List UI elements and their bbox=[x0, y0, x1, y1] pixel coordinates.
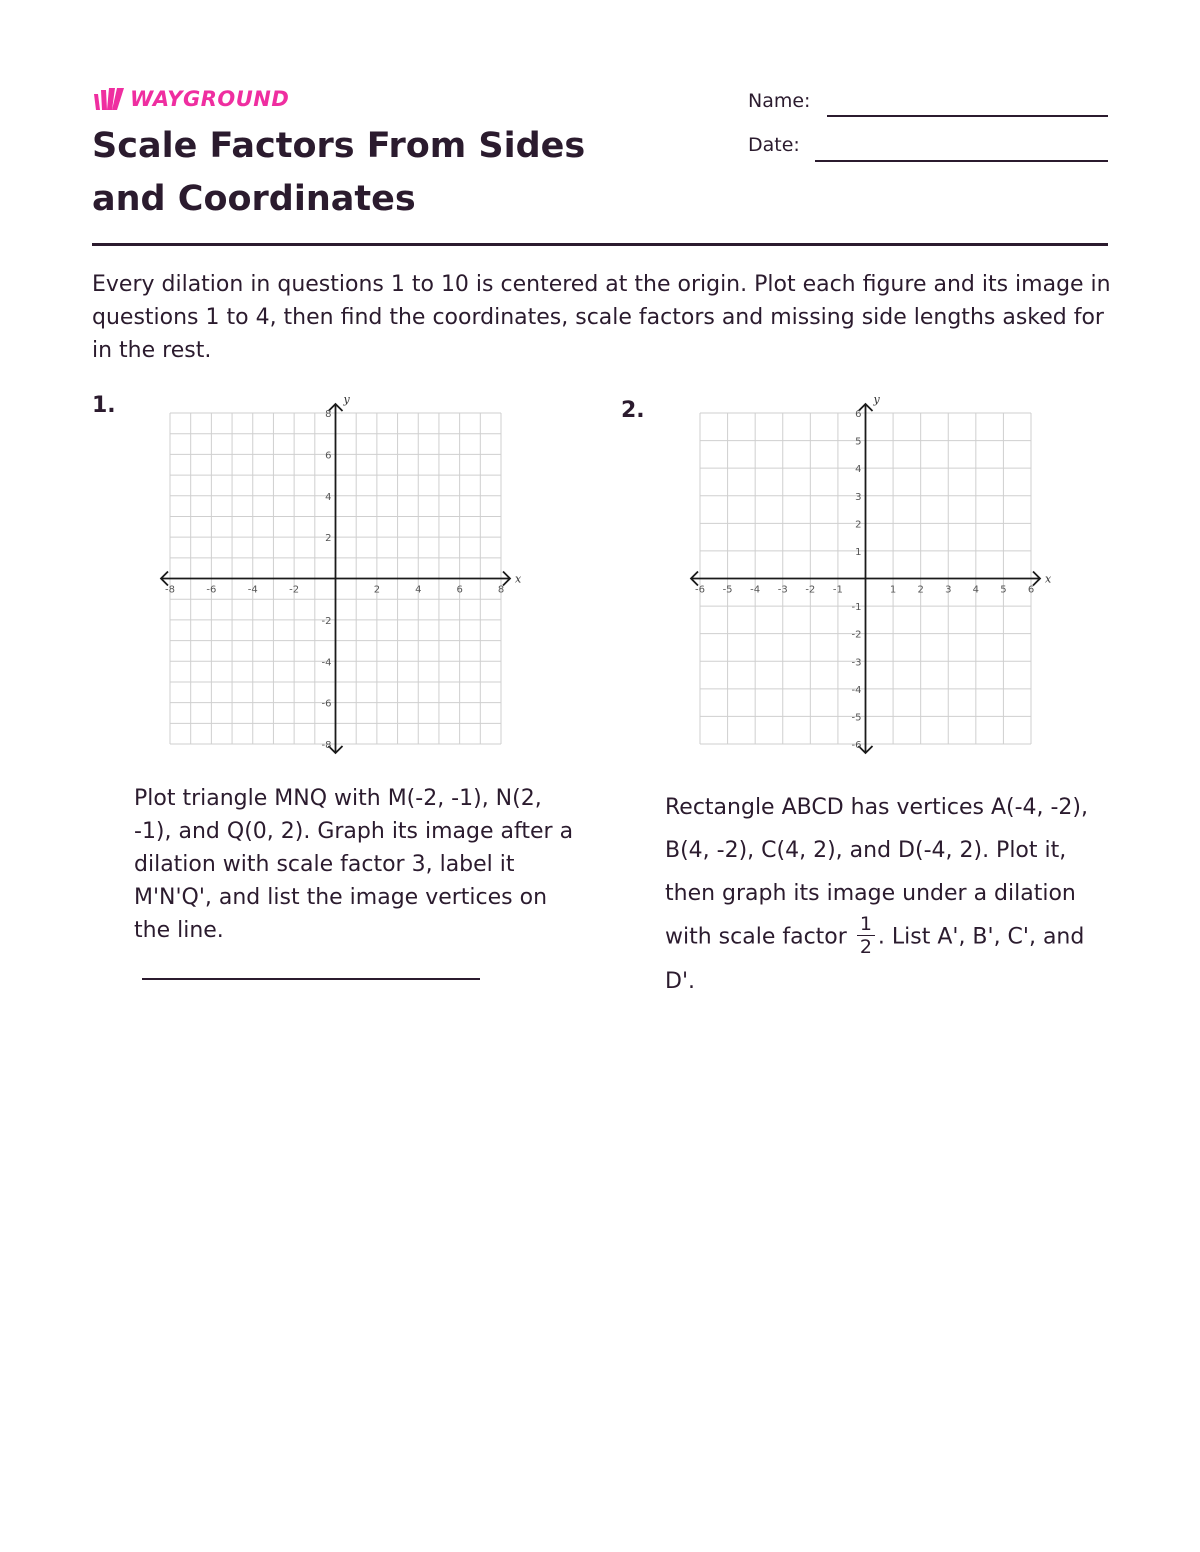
y-tick-label: -2 bbox=[851, 629, 862, 641]
y-axis-label: y bbox=[873, 393, 880, 406]
x-tick-label: 8 bbox=[497, 584, 505, 596]
x-tick-label: -6 bbox=[206, 584, 217, 596]
y-tick-label: -2 bbox=[321, 615, 332, 627]
x-tick-label: -6 bbox=[695, 584, 705, 596]
x-tick-label: -3 bbox=[777, 584, 788, 596]
brand-logo bbox=[92, 86, 289, 112]
x-tick-label: 1 bbox=[889, 584, 897, 596]
wayground-logo-icon bbox=[92, 86, 126, 112]
question-text-main: Rectangle ABCD has vertices A(-4, -2), B(4, -2), C(4, 2), and D(-4, 2). Plot it, then graph its image under a dilation with scale factor bbox=[665, 795, 1089, 950]
name-field[interactable] bbox=[827, 115, 1108, 117]
y-tick-label: -4 bbox=[321, 657, 332, 669]
x-tick-label: 6 bbox=[1027, 584, 1035, 596]
y-tick-label: -4 bbox=[851, 684, 862, 696]
x-axis-label: x bbox=[1045, 572, 1052, 586]
x-tick-label: -8 bbox=[165, 584, 175, 596]
x-tick-label: 4 bbox=[415, 584, 422, 596]
x-tick-label: 6 bbox=[456, 584, 463, 596]
x-tick-label: 3 bbox=[945, 584, 952, 596]
coordinate-grid[interactable] bbox=[150, 390, 530, 760]
x-tick-label: -4 bbox=[247, 584, 258, 596]
y-tick-label: 3 bbox=[855, 491, 862, 503]
y-tick-label: -1 bbox=[851, 602, 862, 614]
name-label: Name: bbox=[748, 90, 811, 112]
x-tick-label: -4 bbox=[750, 584, 761, 596]
x-tick-label: -2 bbox=[289, 584, 300, 596]
y-tick-label: -6 bbox=[851, 740, 862, 751]
fraction-numerator: 1 bbox=[857, 913, 875, 936]
x-tick-label: 2 bbox=[917, 584, 924, 596]
answer-line[interactable] bbox=[142, 978, 480, 980]
y-tick-label: 5 bbox=[855, 436, 862, 448]
fraction-denominator: 2 bbox=[859, 936, 872, 958]
x-axis-label: x bbox=[515, 572, 522, 586]
question-text-end: . List A', B', C', and D'. bbox=[665, 924, 1085, 994]
y-tick-label: -3 bbox=[851, 657, 862, 669]
worksheet-title: Scale Factors From Sides and Coordinates bbox=[92, 126, 586, 219]
question-number: 1. bbox=[92, 393, 116, 418]
x-tick-label: -1 bbox=[832, 584, 843, 596]
question-text: Plot triangle MNQ with M(-2, -1), N(2, -1), and Q(0, 2). Graph its image after a dilation with scale factor 3, label it M'N'Q', and list the image vertices on the line. bbox=[134, 786, 574, 943]
y-tick-label: -6 bbox=[321, 698, 332, 710]
question-text bbox=[665, 786, 1120, 1003]
x-tick-label: 5 bbox=[1000, 584, 1007, 596]
y-tick-label: -5 bbox=[851, 712, 862, 724]
y-tick-label: 1 bbox=[855, 546, 862, 558]
x-tick-label: -2 bbox=[805, 584, 816, 596]
y-tick-label: -8 bbox=[321, 740, 332, 751]
y-tick-label: 4 bbox=[325, 491, 332, 503]
x-tick-label: 2 bbox=[373, 584, 381, 596]
date-label: Date: bbox=[748, 134, 800, 156]
fraction bbox=[857, 913, 875, 958]
y-tick-label: 2 bbox=[325, 533, 332, 545]
brand-name: WAYGROUND bbox=[130, 87, 290, 111]
y-tick-label: 2 bbox=[855, 519, 862, 531]
y-tick-label: 6 bbox=[325, 450, 332, 462]
x-tick-label: 4 bbox=[972, 584, 980, 596]
x-tick-label: -5 bbox=[722, 584, 733, 596]
y-tick-label: 6 bbox=[855, 409, 862, 420]
instructions: Every dilation in questions 1 to 10 is centered at the origin. Plot each figure and its image in questions 1 to 4, then find the coordinates, scale factors and missing side lengths asked for in the rest. bbox=[92, 272, 1111, 363]
y-axis-label: y bbox=[343, 393, 350, 406]
date-field[interactable] bbox=[815, 160, 1108, 162]
y-tick-label: 4 bbox=[855, 464, 862, 476]
y-tick-label: 8 bbox=[325, 409, 332, 420]
header-divider bbox=[92, 243, 1108, 246]
coordinate-grid[interactable] bbox=[680, 390, 1060, 760]
question-number: 2. bbox=[621, 398, 645, 423]
